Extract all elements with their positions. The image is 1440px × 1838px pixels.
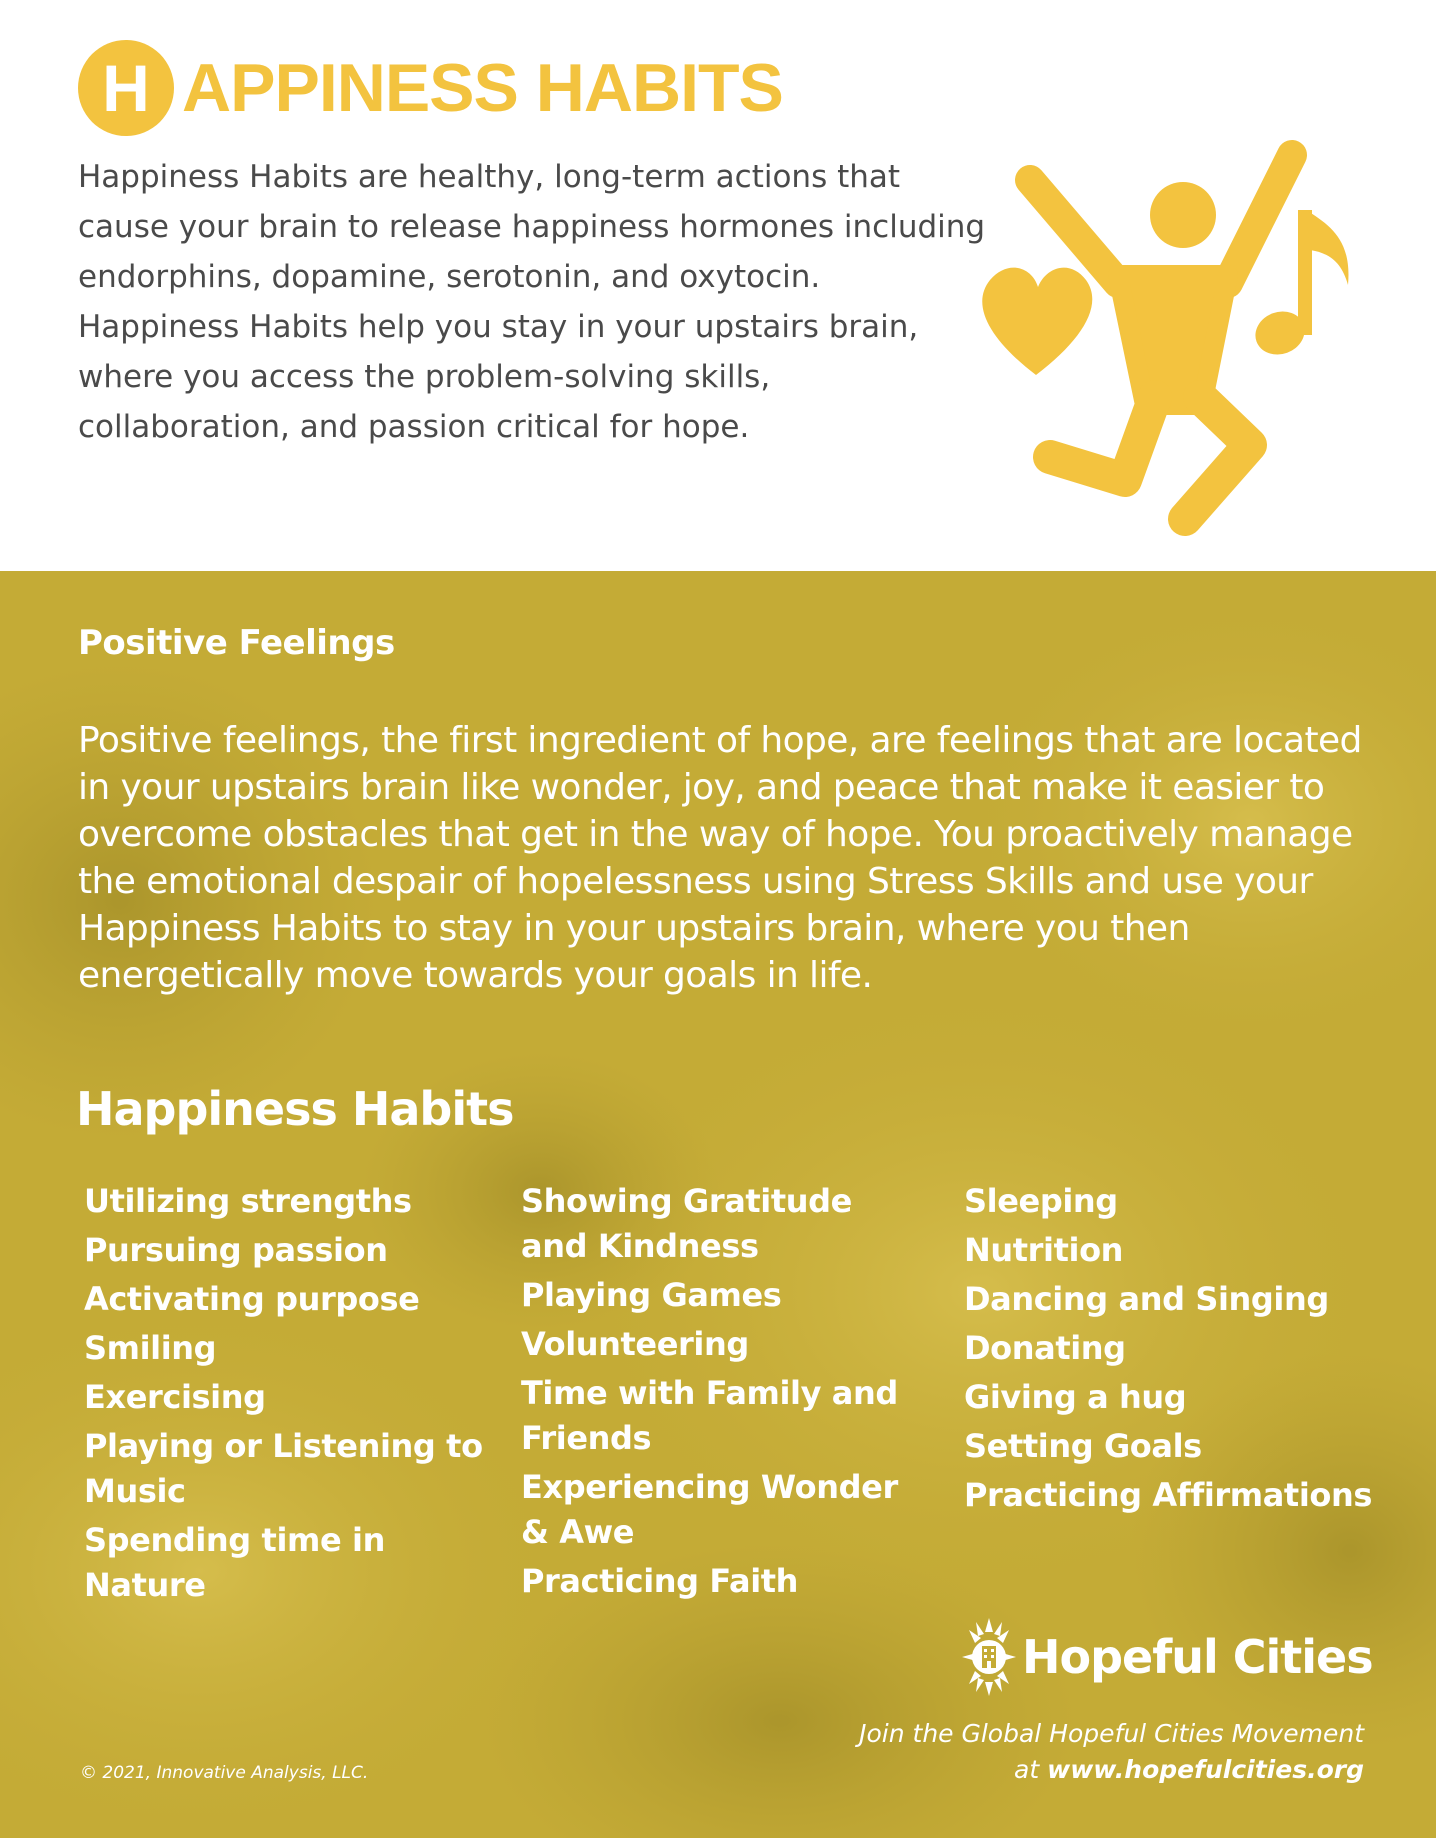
website-link[interactable]: www.hopefulcities.org xyxy=(1047,1755,1364,1784)
dancing-illustration xyxy=(970,135,1380,545)
habits-column-3 xyxy=(964,1179,1384,1522)
hopeful-cities-logo xyxy=(960,1616,1373,1698)
page-edge xyxy=(1436,571,1440,1838)
title-text: APPINESS HABITS xyxy=(182,50,783,126)
habit-item: Practicing Affirmations xyxy=(964,1476,1373,1514)
habit-item: Utilizing strengths xyxy=(84,1182,412,1220)
page-title xyxy=(78,40,783,136)
habit-item: Playing Games xyxy=(521,1276,782,1314)
happiness-habits-heading: Happiness Habits xyxy=(76,1082,514,1136)
brand-name: Hopeful Cities xyxy=(1022,1630,1373,1684)
heart-icon xyxy=(982,268,1092,375)
habit-item: Nutrition xyxy=(964,1231,1124,1269)
habit-item: Smiling xyxy=(84,1329,217,1367)
habits-column-1 xyxy=(84,1179,484,1612)
join-prefix: at xyxy=(1014,1755,1040,1784)
habit-item: Activating purpose xyxy=(84,1280,420,1318)
habit-item: Volunteering xyxy=(521,1325,749,1363)
habit-item: Exercising xyxy=(84,1378,266,1416)
copyright-notice: © 2021, Innovative Analysis, LLC. xyxy=(80,1763,369,1783)
habit-item: Practicing Faith xyxy=(521,1562,799,1600)
positive-feelings-heading: Positive Feelings xyxy=(78,623,395,663)
habit-item: Showing Gratitude and Kindness xyxy=(521,1182,852,1265)
join-callout xyxy=(859,1716,1364,1788)
join-line: Join the Global Hopeful Cities Movement xyxy=(859,1719,1364,1748)
join-url-line xyxy=(859,1752,1364,1788)
habit-item: Donating xyxy=(964,1329,1126,1367)
habit-item: Giving a hug xyxy=(964,1378,1187,1416)
habit-item: Pursuing passion xyxy=(84,1231,388,1269)
habit-item: Sleeping xyxy=(964,1182,1118,1220)
title-initial-badge: H xyxy=(78,40,174,136)
sunflower-building-logo-icon xyxy=(960,1616,1018,1698)
habit-item: Setting Goals xyxy=(964,1427,1202,1465)
header-section xyxy=(0,0,1440,571)
habit-item: Dancing and Singing xyxy=(964,1280,1329,1318)
positive-feelings-section xyxy=(0,571,1440,1838)
positive-feelings-paragraph: Positive feelings, the first ingredient of hope, are feelings that are located in your upstairs brain like wonder, joy, and peace that make it easier to overcome obstacles that get in the way of hope. You proactively manage the emotional despair of hopelessness using Stress Skills and use your Happiness Habits to stay in your upstairs brain, where you then energetically move towards your goals in life. xyxy=(78,720,1362,996)
habits-column-2 xyxy=(521,1179,921,1608)
habit-item: Spending time in Nature xyxy=(84,1521,385,1604)
habit-item: Time with Family and Friends xyxy=(521,1374,898,1457)
habit-item: Playing or Listening to Music xyxy=(84,1427,483,1510)
intro-paragraph: Happiness Habits are healthy, long-term actions that cause your brain to release happiness hormones including endorphins, dopamine, serotonin, and oxytocin. Happiness Habits help you stay in your upstairs brain, where you access the problem-solving skills, collaboration, and passion critical for hope. xyxy=(78,159,986,445)
habit-item: Experiencing Wonder & Awe xyxy=(521,1468,898,1551)
